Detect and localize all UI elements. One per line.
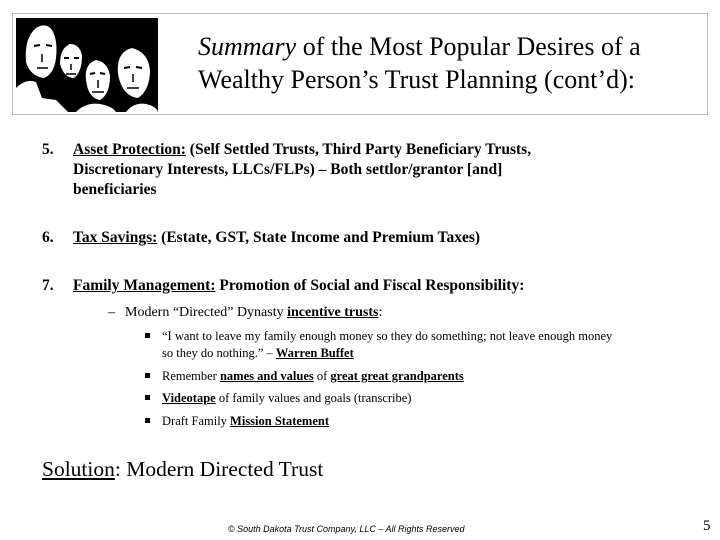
sub-text: Modern “Directed” Dynasty [125, 305, 288, 320]
title-emphasis: Summary [198, 32, 297, 61]
grandparents-text: great great grandparents [330, 369, 464, 383]
warren-buffet-text: Warren Buffet [275, 346, 354, 360]
solution-text: : Modern Directed Trust [114, 457, 324, 481]
item-text-line3: beneficiaries [73, 181, 157, 198]
square-bullet-icon [145, 333, 150, 338]
item-number: 7. [42, 277, 54, 294]
page-number: 5 [703, 518, 711, 534]
item-text: (Self Settled Trusts, Third Party Beneficiary Trusts, [185, 141, 532, 158]
bullet-text: of family values and goals (transcribe) [215, 391, 412, 405]
footer-copyright: © South Dakota Trust Company, LLC – All Rights Reserved [228, 524, 465, 534]
item-heading: Tax Savings: [73, 229, 158, 246]
quote-line-2: so they do nothing.” – [162, 346, 276, 360]
bullet-text-mid: of [313, 369, 331, 383]
title-line-2: Wealthy Person’s Trust Planning (cont’d): [198, 65, 636, 94]
square-bullet-icon [145, 395, 150, 400]
bullet-text: Draft Family [162, 414, 231, 428]
item-number: 5. [42, 141, 54, 158]
solution-line [42, 457, 323, 482]
solution-label: Solution [42, 457, 115, 481]
sub-item-dynasty-trusts [108, 305, 382, 321]
dash-bullet: – [108, 305, 115, 320]
item-heading: Family Management: [73, 277, 216, 294]
videotape-text: Videotape [162, 391, 216, 405]
mount-rushmore-logo [16, 18, 158, 112]
quote-line-1: “I want to leave my family enough money so they do something; not leave enough money [162, 329, 613, 343]
item-heading: Asset Protection: [73, 141, 186, 158]
item-number: 6. [42, 229, 54, 246]
square-bullet-icon [145, 373, 150, 378]
title-rest: of the Most Popular Desires of a [296, 32, 641, 61]
item-text-line2: Discretionary Interests, LLCs/FLPs) – Both settlor/grantor [and] [73, 161, 503, 178]
square-bullet-icon [145, 418, 150, 423]
item-text: (Estate, GST, State Income and Premium Taxes) [157, 229, 481, 246]
bullet-text: Remember [162, 369, 220, 383]
names-values-text: names and values [219, 369, 314, 383]
incentive-trusts-text: incentive trusts [287, 305, 379, 320]
sub-text-end: : [378, 305, 383, 320]
slide-title [198, 30, 698, 96]
mission-statement-text: Mission Statement [230, 414, 329, 428]
item-text: Promotion of Social and Fiscal Responsibility: [215, 277, 525, 294]
